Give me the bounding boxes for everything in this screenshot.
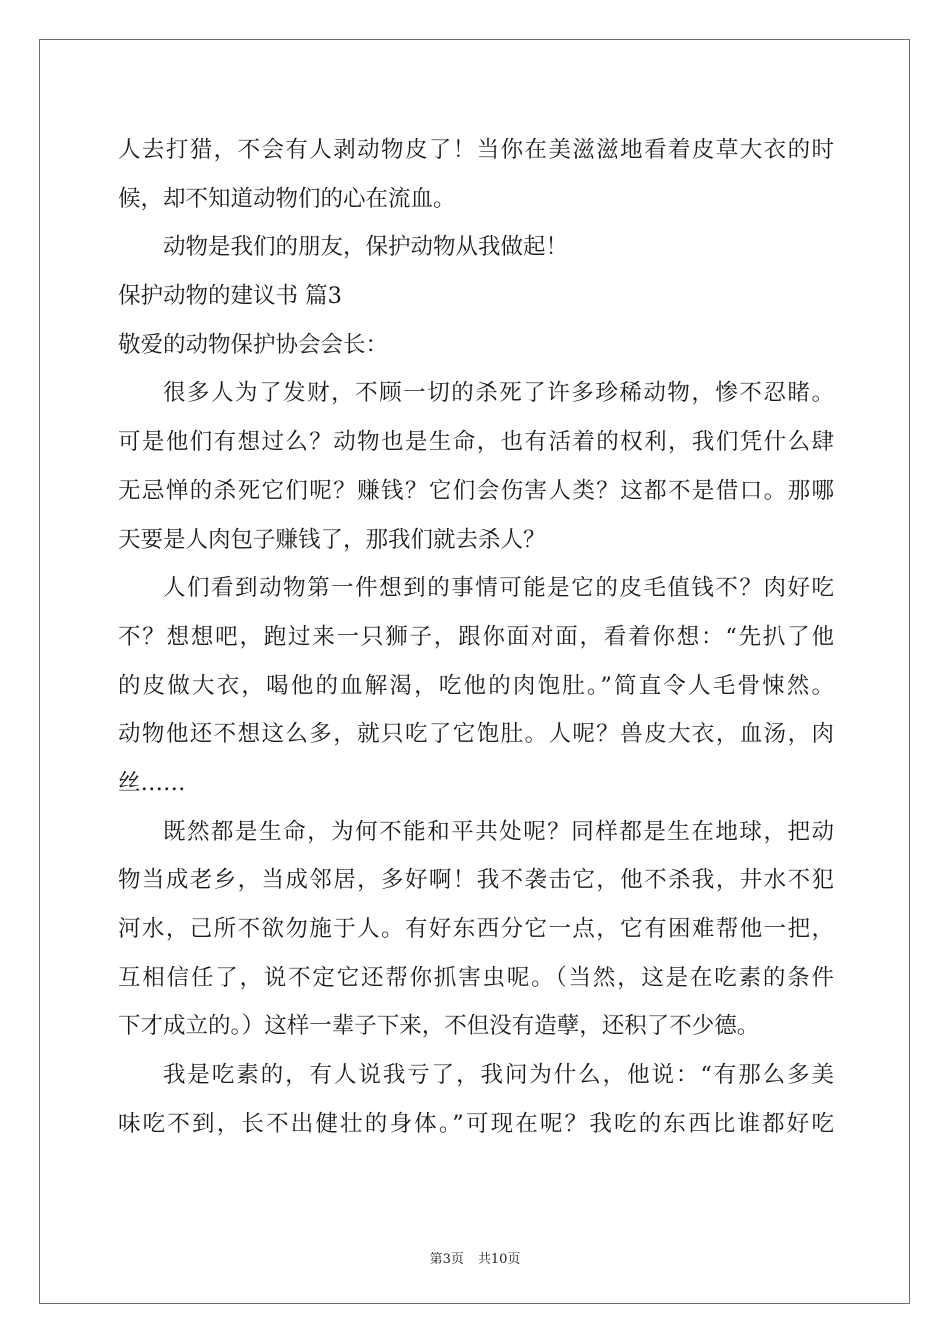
page-total: 共10页	[477, 1252, 521, 1267]
text-line: 很多人为了发财，不顾一切的杀死了许多珍稀动物，惨不忍睹。	[163, 380, 834, 407]
text-line: 我是吃素的，有人说我亏了，我问为什么，他说：“有那么多美	[163, 1062, 834, 1089]
text-line: 动物他还不想这么多，就只吃了它饱肚。人呢？兽皮大衣，血汤，肉	[118, 721, 834, 748]
text-line: 味吃不到，长不出健壮的身体。”可现在呢？我吃的东西比谁都好吃	[118, 1110, 834, 1137]
text-line: 敬爱的动物保护协会会长：	[118, 331, 389, 358]
text-line: 天要是人肉包子赚钱了，那我们就去杀人？	[118, 526, 546, 553]
text-line: 人们看到动物第一件想到的事情可能是它的皮毛值钱不？肉好吃	[163, 575, 834, 602]
text-line: 丝……	[118, 769, 186, 796]
page-footer	[0, 1248, 950, 1267]
text-line: 候，却不知道动物们的心在流血。	[118, 185, 456, 212]
text-line: 可是他们有想过么？动物也是生命，也有活着的权利，我们凭什么肆	[118, 429, 834, 456]
text-line: 动物是我们的朋友，保护动物从我做起！	[163, 234, 569, 261]
text-line: 互相信任了，说不定它还帮你抓害虫呢。（当然，这是在吃素的条件	[118, 964, 834, 991]
text-line: 不？想想吧，跑过来一只狮子，跟你面对面，看着你想：“先扒了他	[118, 623, 834, 650]
page-number: 第3页	[429, 1252, 464, 1267]
text-line: 人去打猎，不会有人剥动物皮了！当你在美滋滋地看着皮草大衣的时	[118, 137, 834, 163]
text-line: 下才成立的。）这样一辈子下来，不但没有造孽，还积了不少德。	[118, 1013, 760, 1040]
text-line: 的皮做大衣，喝他的血解渴，吃他的肉饱肚。”简直令人毛骨悚然。	[118, 672, 834, 699]
text-line: 既然都是生命，为何不能和平共处呢？同样都是生在地球，把动	[163, 818, 834, 845]
text-line: 保护动物的建议书 篇3	[118, 283, 342, 310]
text-line: 河水，己所不欲勿施于人。有好东西分它一点，它有困难帮他一把，	[118, 916, 834, 942]
text-line: 无忌惮的杀死它们呢？赚钱？它们会伤害人类？这都不是借口。那哪	[118, 477, 834, 504]
document-body	[118, 126, 834, 1148]
text-line: 物当成老乡，当成邻居，多好啊！我不袭击它，他不杀我，井水不犯	[118, 867, 834, 894]
